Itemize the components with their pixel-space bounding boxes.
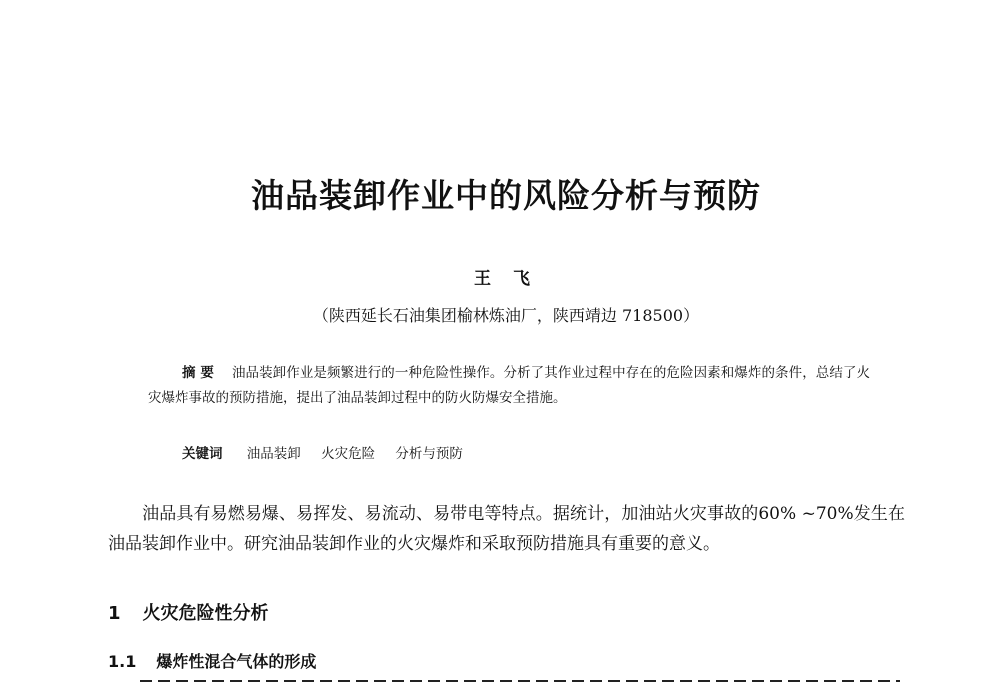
intro-paragraph (108, 499, 905, 559)
keywords-label: 关键词 (182, 446, 223, 462)
subsection-title: 爆炸性混合气体的形成 (156, 652, 317, 671)
keyword-item: 火灾危险 (321, 446, 376, 462)
section-heading (108, 599, 269, 625)
section-title: 火灾危险性分析 (142, 603, 269, 624)
author-affiliation: （陕西延长石油集团榆林炼油厂，陕西靖边 718500） (312, 306, 700, 325)
keyword-item: 分析与预防 (395, 446, 463, 462)
author-name: 王 飞 (474, 269, 538, 289)
cut-off-text-line (140, 678, 900, 684)
abstract-label: 摘 要 (182, 365, 214, 381)
paper-title: 油品装卸作业中的风险分析与预防 (251, 176, 761, 215)
keywords (182, 442, 479, 462)
keyword-item: 油品装卸 (246, 446, 301, 462)
section-number: 1 (108, 603, 121, 624)
subsection-heading (108, 649, 316, 672)
abstract-text: 油品装卸作业是频繁进行的一种危险性操作。分析了其作业过程中存在的危险因素和爆炸的条件，总结了火灾爆炸事故的预防措施，提出了油品装卸过程中的防火防爆安全措施。 (148, 365, 871, 406)
abstract (148, 361, 870, 411)
subsection-number: 1.1 (108, 652, 137, 671)
intro-paragraph-text: 油品具有易燃易爆、易挥发、易流动、易带电等特点。据统计，加油站火灾事故的60% ~70%发生在油品装卸作业中。研究油品装卸作业的火灾爆炸和采取预防措施具有重要的意义。 (108, 504, 905, 554)
